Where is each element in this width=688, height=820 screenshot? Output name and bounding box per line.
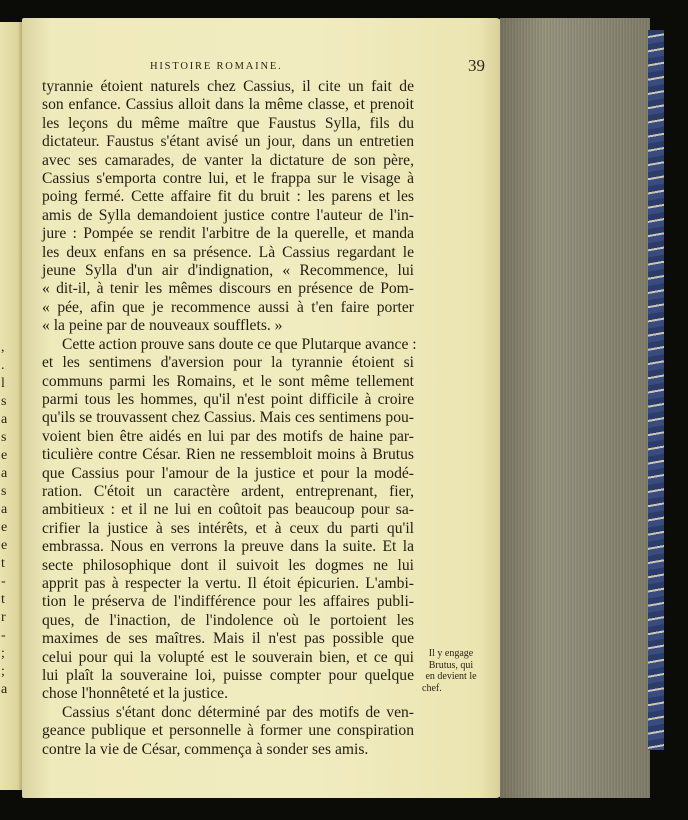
- left-page-fragment: e: [1, 538, 8, 553]
- text-line: contre la vie de César, commença à sonder ses amis.: [42, 740, 369, 758]
- left-page-fragment: ;: [1, 646, 5, 661]
- left-page-fragment: s: [1, 430, 7, 445]
- text-line: amis de Sylla demandoient justice contre l'auteur de l'in-: [42, 206, 414, 224]
- text-line: crifier la justice à ses intérêts, et à ceux du parti qu'il: [42, 519, 414, 537]
- left-page-fragment: r: [1, 610, 6, 625]
- left-page-fragment: s: [1, 394, 7, 409]
- text-line: Cette action prouve sans doute ce que Plutarque avance :: [62, 335, 417, 353]
- left-page-fragment: e: [1, 520, 8, 535]
- text-line: les deux enfans en sa présence. Là Cassius regardant le: [42, 243, 414, 261]
- text-line: « pée, afin que je recommence aussi à t'en faire porter: [42, 298, 414, 316]
- left-page-fragment: a: [1, 412, 8, 427]
- text-line: secte philosophique dont il suivoit les dogmes ne lui: [42, 556, 414, 574]
- text-line: ticulière contre César. Rien ne ressembloit moins à Brutus: [42, 446, 414, 464]
- text-line: ques, de l'inaction, de l'indolence où le portoient les: [42, 611, 414, 629]
- text-line: celui pour qui la volupté est le souverain bien, et ce qui: [42, 648, 414, 666]
- text-line: ambitieux : et il ne lui en coûtoit pas beaucoup pour sa-: [42, 501, 414, 519]
- text-line: avec ses camarades, de vanter la dictature de son père,: [42, 151, 414, 169]
- text-line: et les sentimens d'aversion pour la tyrannie étoient si: [42, 354, 414, 372]
- running-head: HISTOIRE ROMAINE.: [150, 61, 283, 72]
- text-line: Cassius s'étant donc déterminé par des motifs de ven-: [62, 703, 414, 721]
- text-line: poing fermé. Cette affaire fit du bruit : les parens et les: [42, 188, 414, 206]
- page-block-shade: [500, 18, 650, 798]
- marginal-note-line: Il y engage: [428, 648, 474, 659]
- left-page-fragment: t: [1, 556, 5, 571]
- text-line: apprit pas à respecter la vertu. Il étoit épicurien. L'ambi-: [42, 574, 414, 592]
- left-page-fragment: ,: [1, 340, 5, 355]
- text-line: ration. C'étoit un caractère ardent, entreprenant, fier,: [42, 482, 414, 500]
- text-line: parmi tous les hommes, qu'il n'est point difficile à croire: [42, 390, 414, 408]
- text-line: son enfance. Cassius alloit dans la même classe, et prenoit: [42, 96, 414, 114]
- text-line: voient bien être aidés en lui par des motifs de haine par-: [42, 427, 414, 445]
- left-page-fragment: a: [1, 466, 8, 481]
- left-page-fragment: -: [1, 574, 6, 589]
- text-line: les leçons du même maître que Faustus Sylla, fils du: [42, 114, 414, 132]
- left-page-fragment: e: [1, 448, 8, 463]
- marginal-note-line: en devient le: [425, 671, 477, 682]
- text-line: jeune Sylla d'un air d'indignation, « Recommence, lui: [42, 262, 414, 280]
- text-line: qu'ils se trouvassent chez Cassius. Mais ces sentimens pou-: [42, 409, 414, 427]
- text-line: maximes de ses maîtres. Mais il n'est pas possible que: [42, 630, 414, 648]
- left-page-fragment: a: [1, 682, 8, 697]
- text-line: dictateur. Faustus s'étant avisé un jour, dans un entretien: [42, 133, 414, 151]
- left-page-fragment: a: [1, 502, 8, 517]
- text-line: embrassa. Nous en verrons la preuve dans la suite. Et la: [42, 538, 414, 556]
- marginal-note-line: Brutus, qui: [428, 659, 474, 671]
- left-page-fragment: l: [1, 376, 5, 391]
- marbled-cover-edge: [648, 30, 664, 750]
- text-line: chose l'honnêteté et la justice.: [42, 685, 228, 703]
- marginal-note: [420, 648, 482, 694]
- text-line: geance publique et personnelle à former une conspiration: [42, 722, 414, 740]
- text-line: « la peine par de nouveaux soufflets. »: [42, 317, 283, 335]
- left-page-fragment: -: [1, 628, 6, 643]
- text-line: tyrannie étoient naturels chez Cassius, il cite un fait de: [42, 78, 414, 95]
- text-line: tion le préserva de l'indifférence pour les affaires publi-: [42, 593, 414, 611]
- text-line: « dit-il, à tenir les mêmes discours en présence de Pom-: [42, 280, 414, 298]
- left-page-fragment: s: [1, 484, 7, 499]
- page-number: 39: [468, 56, 485, 75]
- left-page-fragment: .: [1, 358, 5, 373]
- text-line: jure : Pompée se rendit l'arbitre de la querelle, et manda: [42, 225, 414, 243]
- marginal-note-line: chef.: [422, 682, 442, 694]
- text-line: que Cassius pour l'amour de la justice et pour la modé-: [42, 464, 414, 482]
- left-page-edge: [0, 22, 22, 790]
- body-text: [42, 78, 417, 759]
- left-page-fragment: ;: [1, 664, 5, 679]
- text-line: lui plaît la souveraine loi, puisse compter pour quelque: [42, 667, 414, 684]
- text-line: communs parmi les Romains, et le sont même tellement: [42, 372, 414, 390]
- text-line: Cassius s'emporta contre lui, et le frappa sur le visage à: [42, 170, 414, 188]
- left-page-fragment: t: [1, 592, 5, 607]
